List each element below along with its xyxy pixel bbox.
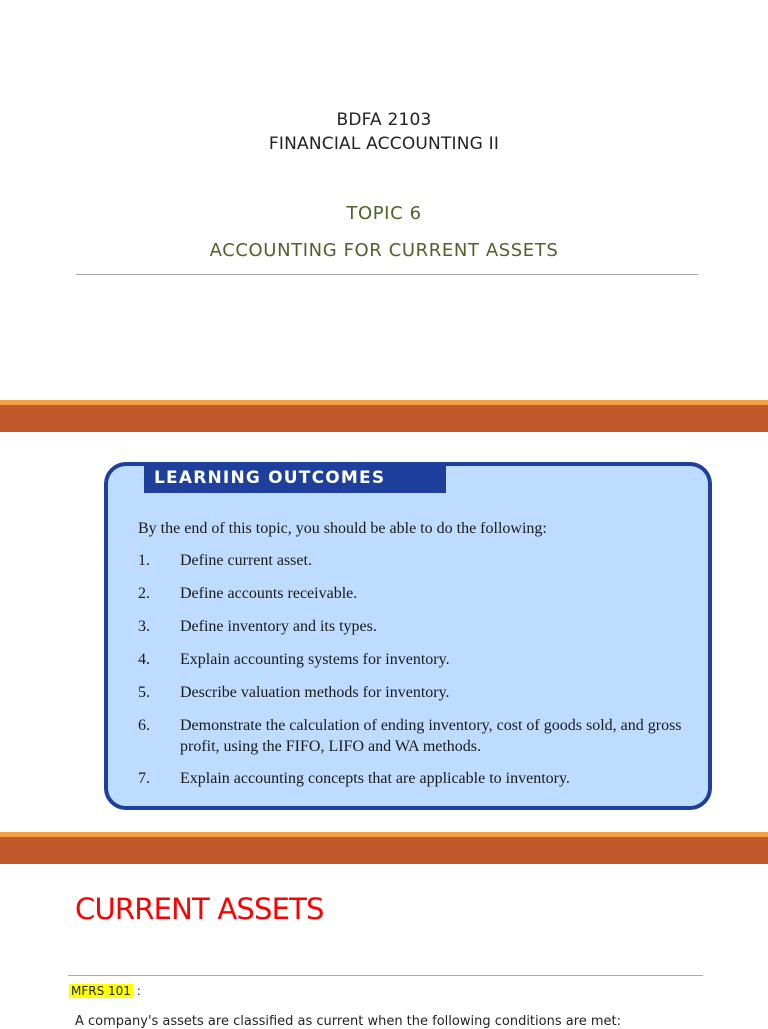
learning-outcomes-slide	[0, 432, 768, 832]
slide-separator-band	[0, 832, 768, 864]
outcome-item	[138, 682, 698, 703]
outcome-text: Define current asset.	[180, 552, 312, 569]
current-assets-body: A company's assets are classified as current when the following conditions are met:	[75, 1014, 622, 1029]
outcome-text: Define inventory and its types.	[180, 618, 377, 635]
slide-separator-band	[0, 400, 768, 432]
outcome-number: 2.	[138, 585, 150, 602]
outcome-number: 5.	[138, 684, 150, 701]
title-divider	[76, 274, 698, 275]
outcome-text: Demonstrate the calculation of ending inventory, cost of goods sold, and gross profit, using the FIFO, LIFO and WA methods.	[180, 717, 682, 755]
outcome-text: Describe valuation methods for inventory.	[180, 684, 450, 701]
outcome-number: 7.	[138, 770, 150, 787]
outcome-text: Explain accounting systems for inventory.	[180, 651, 450, 668]
outcome-item	[138, 768, 698, 789]
standard-suffix: :	[132, 984, 141, 998]
separator-accent-stripe	[0, 400, 768, 405]
separator-accent-stripe	[0, 832, 768, 837]
learning-outcomes-header: LEARNING OUTCOMES	[144, 463, 446, 493]
outcome-text: Define accounts receivable.	[180, 585, 358, 602]
topic-number: TOPIC 6	[346, 203, 422, 224]
outcome-number: 3.	[138, 618, 150, 635]
outcome-item	[138, 550, 698, 571]
standard-reference	[69, 984, 141, 998]
outcome-number: 6.	[138, 717, 150, 734]
learning-outcomes-intro: By the end of this topic, you should be able to do the following:	[138, 520, 547, 537]
outcome-item	[138, 649, 698, 670]
outcome-item	[138, 583, 698, 604]
current-assets-title: CURRENT ASSETS	[75, 892, 324, 926]
outcome-item	[138, 715, 698, 757]
current-assets-divider	[68, 975, 703, 976]
course-name: FINANCIAL ACCOUNTING II	[268, 134, 500, 154]
outcome-text: Explain accounting concepts that are applicable to inventory.	[180, 770, 570, 787]
learning-outcomes-list	[138, 550, 698, 789]
outcome-number: 4.	[138, 651, 150, 668]
current-assets-slide	[0, 864, 768, 1029]
title-slide	[0, 0, 768, 400]
outcome-number: 1.	[138, 552, 150, 569]
topic-title: ACCOUNTING FOR CURRENT ASSETS	[209, 240, 559, 261]
learning-outcomes-box	[104, 462, 712, 810]
standard-label: MFRS 101	[71, 984, 131, 998]
outcome-item	[138, 616, 698, 637]
course-code: BDFA 2103	[336, 110, 432, 130]
